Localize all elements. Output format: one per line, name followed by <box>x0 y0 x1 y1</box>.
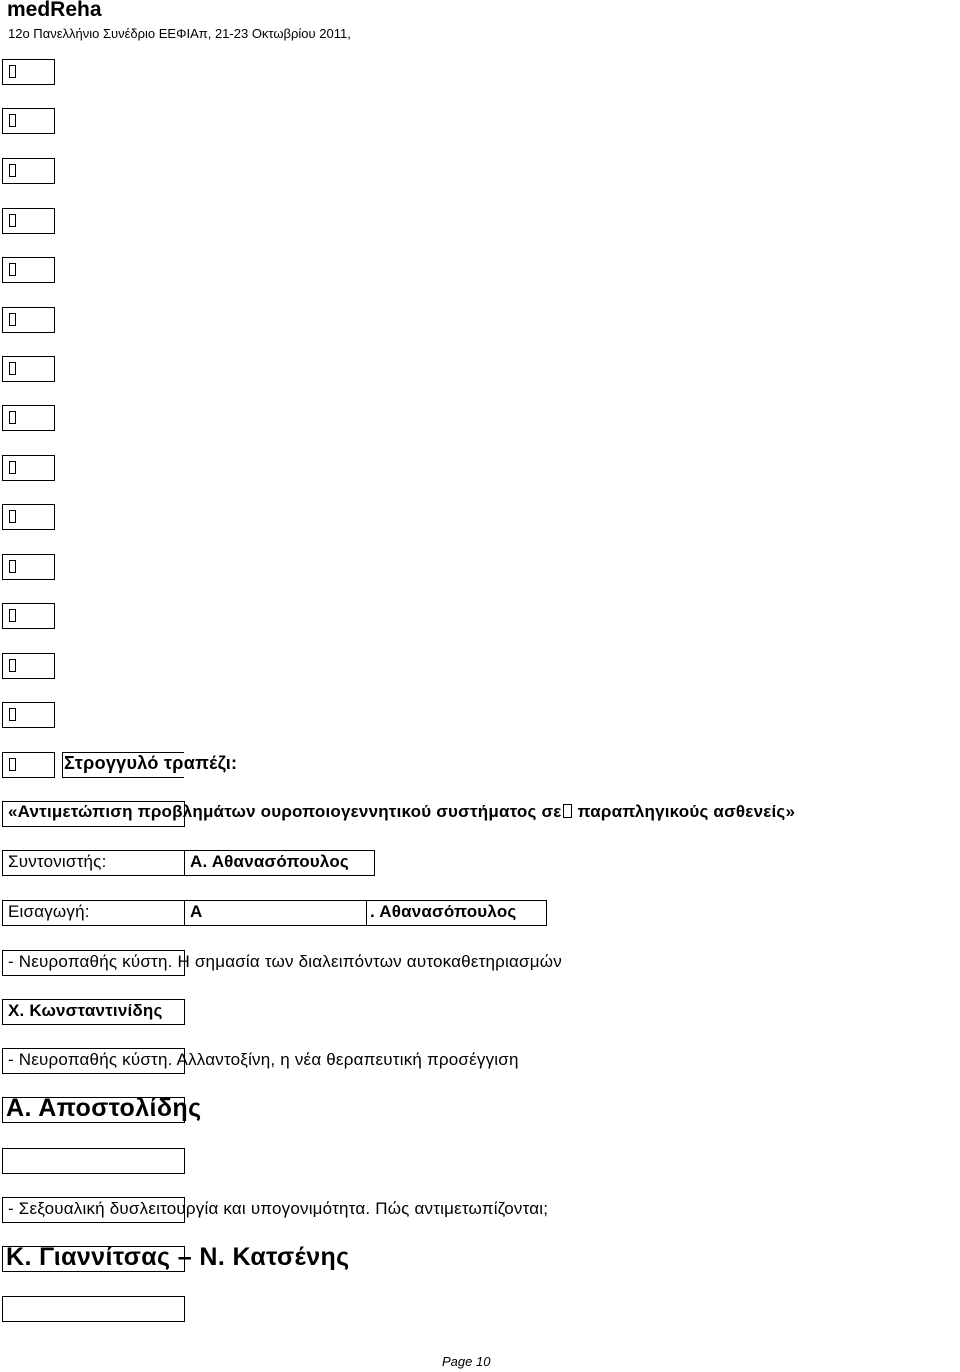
missing-glyph-icon <box>9 362 16 375</box>
empty-cell <box>2 257 55 283</box>
introduction-surname: . Αθανασόπουλος <box>370 902 517 921</box>
missing-glyph-icon <box>9 114 16 127</box>
introduction-initial: Α <box>190 902 203 921</box>
talk-topic-cell <box>2 1048 185 1074</box>
round-table-label: Στρογγυλό τραπέζι: <box>64 753 238 773</box>
talk-speaker-cell <box>2 1097 185 1123</box>
empty-cell <box>2 752 55 778</box>
missing-glyph-icon <box>9 263 16 276</box>
coordinator-label-cell <box>2 850 185 876</box>
empty-cell <box>2 208 55 234</box>
empty-cell <box>2 108 55 134</box>
label-cell-border <box>62 752 184 778</box>
coordinator-label: Συντονιστής: <box>8 852 107 871</box>
talk-speaker-cell <box>2 1246 185 1272</box>
talk-speaker: Α. Αποστολίδης <box>6 1094 202 1122</box>
round-table-title-part1: «Αντιμετώπιση προβλημάτων ουροποιογεννητικού συστήματος σε <box>8 802 562 821</box>
missing-glyph-icon <box>9 708 16 721</box>
introduction-surname-cell <box>366 900 547 926</box>
round-table-title-part2: παραπληγικούς ασθενείς» <box>577 802 796 821</box>
talk-topic: - Σεξουαλική δυσλειτουργία και υπογονιμότητα. Πώς αντιμετωπίζονται; <box>8 1199 549 1218</box>
title-cell-border <box>2 801 185 827</box>
empty-cell <box>2 405 55 431</box>
empty-cell <box>2 455 55 481</box>
empty-cell <box>2 59 55 85</box>
conference-subtitle: 12ο Πανελλήνιο Συνέδριο ΕΕΦΙΑπ, 21-23 Οκτωβρίου 2011, <box>8 26 351 41</box>
empty-cell <box>2 603 55 629</box>
missing-glyph-icon <box>9 313 16 326</box>
talk-topic: - Νευροπαθής κύστη. Αλλαντοξίνη, η νέα θεραπευτική προσέγγιση <box>8 1050 519 1069</box>
missing-glyph-icon <box>9 461 16 474</box>
introduction-initial-cell <box>184 900 367 926</box>
talk-speaker-cell <box>2 999 185 1025</box>
brand-title: medReha <box>7 0 102 21</box>
empty-cell <box>2 307 55 333</box>
introduction-label: Εισαγωγή: <box>8 902 90 921</box>
talk-speaker: Χ. Κωνσταντινίδης <box>8 1001 163 1020</box>
empty-cell <box>2 158 55 184</box>
talk-topic: - Νευροπαθής κύστη. Η σημασία των διαλειπόντων αυτοκαθετηριασμών <box>8 952 562 971</box>
talk-topic-cell <box>2 950 185 976</box>
empty-cell <box>2 504 55 530</box>
empty-cell <box>2 1148 185 1174</box>
talk-speaker: Κ. Γιαννίτσας – Ν. Κατσένης <box>6 1243 350 1271</box>
missing-glyph-icon <box>9 609 16 622</box>
empty-cell <box>2 1296 185 1322</box>
empty-cell <box>2 554 55 580</box>
missing-glyph-icon <box>9 214 16 227</box>
missing-glyph-icon <box>9 758 16 771</box>
coordinator-name-cell <box>184 850 375 876</box>
missing-glyph-icon <box>9 560 16 573</box>
empty-cell <box>2 356 55 382</box>
empty-cell <box>2 653 55 679</box>
missing-glyph-icon <box>9 65 16 78</box>
missing-glyph-icon <box>9 411 16 424</box>
page-number: Page 10 <box>442 1354 491 1369</box>
missing-glyph-icon <box>9 510 16 523</box>
missing-glyph-icon <box>9 164 16 177</box>
introduction-label-cell <box>2 900 185 926</box>
coordinator-name: Α. Αθανασόπουλος <box>190 852 349 871</box>
missing-glyph-icon <box>563 804 572 818</box>
talk-topic-cell <box>2 1197 185 1223</box>
missing-glyph-icon <box>9 659 16 672</box>
empty-cell <box>2 702 55 728</box>
